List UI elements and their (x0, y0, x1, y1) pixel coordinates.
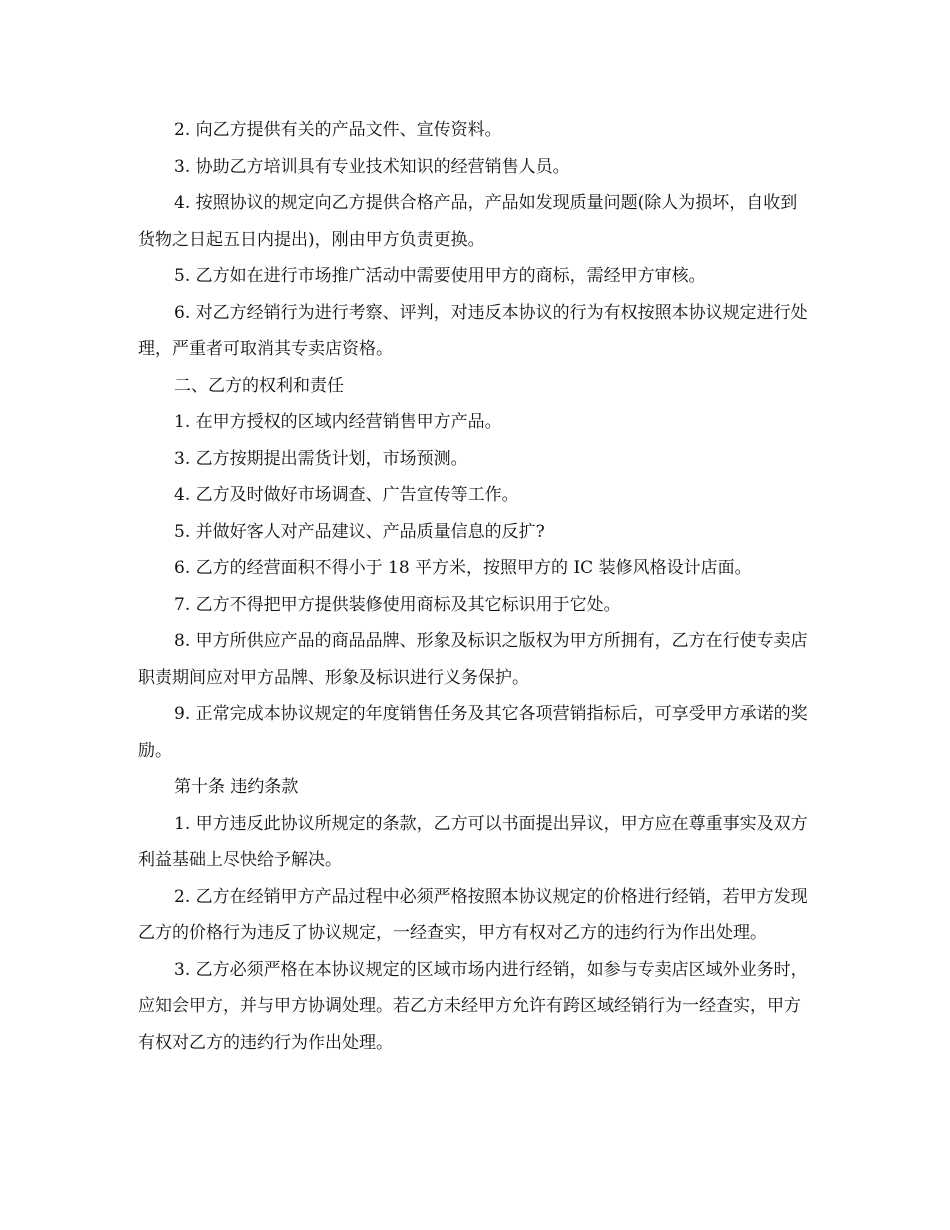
paragraph: 4. 按照协议的规定向乙方提供合格产品，产品如发现质量问题(除人为损坏，自收到货物之日起五日内提出)，刚由甲方负责更换。 (138, 193, 798, 250)
section-heading: 二、乙方的权利和责任 (174, 375, 344, 396)
document-body (138, 112, 813, 1061)
paragraph: 3. 协助乙方培训具有专业技术知识的经营销售人员。 (174, 156, 570, 177)
paragraph: 6. 乙方的经营面积不得小于 18 平方米，按照甲方的 IC 装修风格设计店面。 (174, 558, 752, 578)
paragraph: 2. 向乙方提供有关的产品文件、宣传资料。 (174, 120, 502, 140)
paragraph: 2. 乙方在经销甲方产品过程中必须严格按照本协议规定的价格进行经销，若甲方发现乙方的价格行为违反了协议规定，一经查实，甲方有权对乙方的违约行为作出处理。 (138, 886, 808, 943)
paragraph: 3. 乙方必须严格在本协议规定的区域市场内进行经销，如参与专卖店区域外业务时，应知会甲方，并与甲方协调处理。若乙方未经甲方允许有跨区域经销行为一经查实，甲方有权对乙方的违约行为作出处理。 (138, 959, 808, 1053)
paragraph: 5. 乙方如在进行市场推广活动中需要使用甲方的商标，需经甲方审核。 (174, 266, 706, 286)
paragraph: 8. 甲方所供应产品的商品品牌、形象及标识之版权为甲方所拥有，乙方在行使专卖店职责期间应对甲方品牌、形象及标识进行义务保护。 (138, 631, 808, 688)
paragraph: 1. 在甲方授权的区域内经营销售甲方产品。 (174, 412, 502, 432)
paragraph: 9. 正常完成本协议规定的年度销售任务及其它各项营销指标后，可享受甲方承诺的奖励。 (138, 704, 808, 761)
paragraph: 6. 对乙方经销行为进行考察、评判，对违反本协议的行为有权按照本协议规定进行处理，严重者可取消其专卖店资格。 (138, 302, 808, 359)
paragraph: 1. 甲方违反此协议所规定的条款，乙方可以书面提出异议，甲方应在尊重事实及双方利益基础上尽快给予解决。 (138, 813, 808, 870)
paragraph: 5. 并做好客人对产品建议、产品质量信息的反扩? (174, 521, 545, 542)
article-heading: 第十条 违约条款 (174, 777, 299, 797)
paragraph: 7. 乙方不得把甲方提供装修使用商标及其它标识用于它处。 (174, 594, 621, 615)
paragraph: 3. 乙方按期提出需货计划，市场预测。 (174, 448, 468, 469)
paragraph: 4. 乙方及时做好市场调查、广告宣传等工作。 (174, 485, 519, 505)
